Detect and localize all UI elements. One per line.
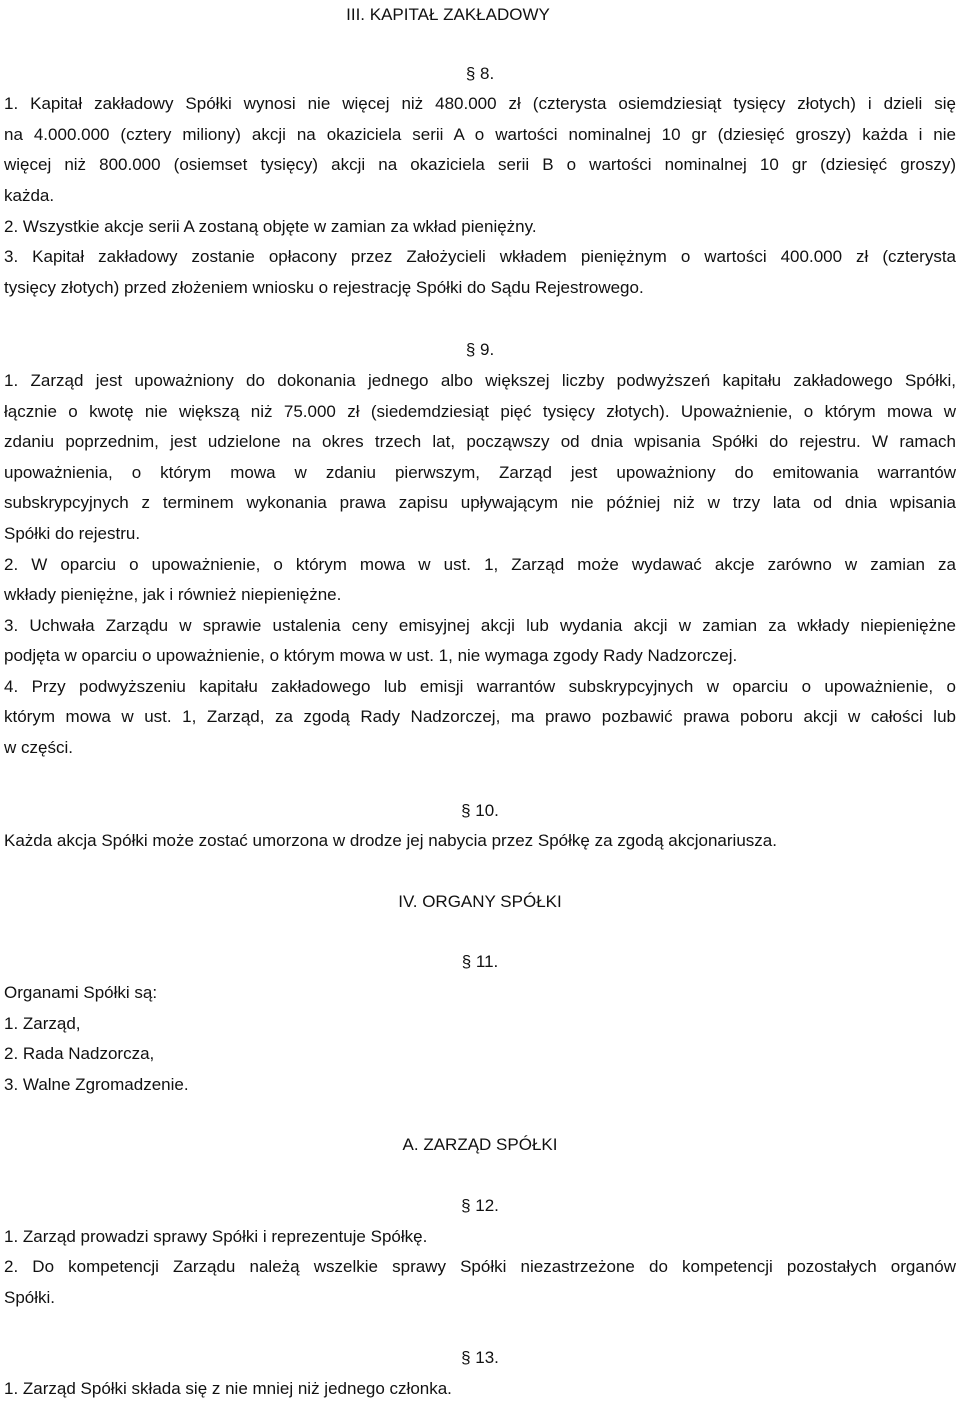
text-line: upoważnienia, o którym mowa w zdaniu pierwszym, Zarząd jest upoważniony do emitowania warrantów (4, 462, 956, 482)
paragraph-mark: § 12. (461, 1196, 499, 1215)
spacer (4, 917, 956, 947)
spacer (4, 303, 956, 335)
text-line: 2. Wszystkie akcje serii A zostaną objęte w zamian za wkład pieniężny. (4, 216, 537, 236)
text-line: Każda akcja Spółki może zostać umorzona w drodze jej nabycia przez Spółkę za zgodą akcjonariusza. (4, 831, 777, 851)
text-line: każda. (4, 185, 55, 205)
paragraph-9 (4, 366, 956, 764)
text-line: Spółki. (4, 1287, 56, 1307)
text-line: zdaniu poprzednim, jest udzielone na okres trzech lat, począwszy od dnia wpisania Spółki do rejestru. W ramach (4, 432, 956, 452)
paragraph-11 (4, 978, 956, 1100)
paragraph-mark: § 11. (461, 952, 499, 972)
spacer (4, 1100, 956, 1130)
paragraph-mark: § 13. (461, 1348, 499, 1368)
subsection-title: A. ZARZĄD SPÓŁKI (402, 1135, 558, 1155)
spacer (4, 764, 956, 796)
paragraph-12 (4, 1222, 956, 1314)
spacer (4, 31, 956, 59)
paragraph-8 (4, 89, 956, 303)
text-line: tysięcy złotych) przed złożeniem wniosku o rejestrację Spółki do Sądu Rejestrowego. (4, 277, 644, 297)
text-line: 2. Rada Nadzorcza, (4, 1044, 155, 1064)
text-line: Organami Spółki są: (4, 983, 158, 1003)
text-line: 2. W oparciu o upoważnienie, o którym mowa w ust. 1, Zarząd może wydawać akcje zarówno w zamian za (4, 554, 956, 574)
document-page (4, 0, 956, 1405)
text-line: 1. Zarząd prowadzi sprawy Spółki i reprezentuje Spółkę. (4, 1226, 428, 1246)
section-title: IV. ORGANY SPÓŁKI (398, 891, 562, 911)
text-line: Spółki do rejestru. (4, 523, 141, 543)
text-line: 1. Zarząd, (4, 1013, 81, 1033)
spacer (4, 1161, 956, 1191)
text-line: 3. Uchwała Zarządu w sprawie ustalenia ceny emisyjnej akcji lub wydania akcji w zamian za wkłady niepieniężne (4, 615, 956, 635)
paragraph-mark: § 8. (465, 63, 495, 83)
paragraph-10 (4, 826, 956, 857)
text-line: którym mowa w ust. 1, Zarząd, za zgodą Rady Nadzorczej, ma prawo pozbawić prawa poboru akcji w całości lub (4, 707, 956, 727)
text-line: w części. (4, 738, 73, 758)
text-line: podjęta w oparciu o upoważnienie, o którym mowa w ust. 1, nie wymaga zgody Rady Nadzorczej. (4, 646, 738, 666)
text-line: więcej niż 800.000 (osiemset tysięcy) akcji na okaziciela serii B o wartości nominalnej 10 gr (dziesięć groszy) (4, 155, 956, 175)
spacer (4, 1313, 956, 1343)
paragraph-mark: § 9. (465, 340, 495, 360)
text-line: 1. Zarząd Spółki składa się z nie mniej niż jednego członka. (4, 1378, 452, 1398)
text-line: 1. Zarząd jest upoważniony do dokonania jednego albo większej liczby podwyższeń kapitału zakładowego Spółki, (4, 370, 956, 390)
text-line: 3. Walne Zgromadzenie. (4, 1074, 189, 1094)
text-line: 2. Do kompetencji Zarządu należą wszelkie sprawy Spółki niezastrzeżone do kompetencji pozostałych organów (4, 1257, 956, 1277)
text-line: 3. Kapitał zakładowy zostanie opłacony przez Założycieli wkładem pieniężnym o wartości 400.000 zł (czterysta (4, 247, 956, 267)
text-line: 1. Kapitał zakładowy Spółki wynosi nie więcej niż 480.000 zł (czterysta osiemdziesiąt tysięcy złotych) i dzieli się (4, 94, 956, 114)
text-line: łącznie o kwotę nie większą niż 75.000 zł (siedemdziesiąt pięć tysięcy złotych). Upoważnienie, o którym mowa w (4, 401, 956, 421)
section-title: III. KAPITAŁ ZAKŁADOWY (346, 5, 550, 24)
text-line: na 4.000.000 (cztery miliony) akcji na okaziciela serii A o wartości nominalnej 10 gr (dziesięć groszy) każda i nie (4, 124, 956, 144)
text-line: subskrypcyjnych z terminem wykonania prawa zapisu upływającym nie później niż w trzy lata od dnia wpisania (4, 493, 956, 513)
spacer (4, 857, 956, 887)
text-line: wkłady pieniężne, jak i również niepieniężne. (4, 585, 342, 605)
text-line: 4. Przy podwyższeniu kapitału zakładowego lub emisji warrantów subskrypcyjnych w oparciu o upoważnienie, o (4, 676, 956, 696)
paragraph-mark: § 10. (461, 800, 499, 820)
